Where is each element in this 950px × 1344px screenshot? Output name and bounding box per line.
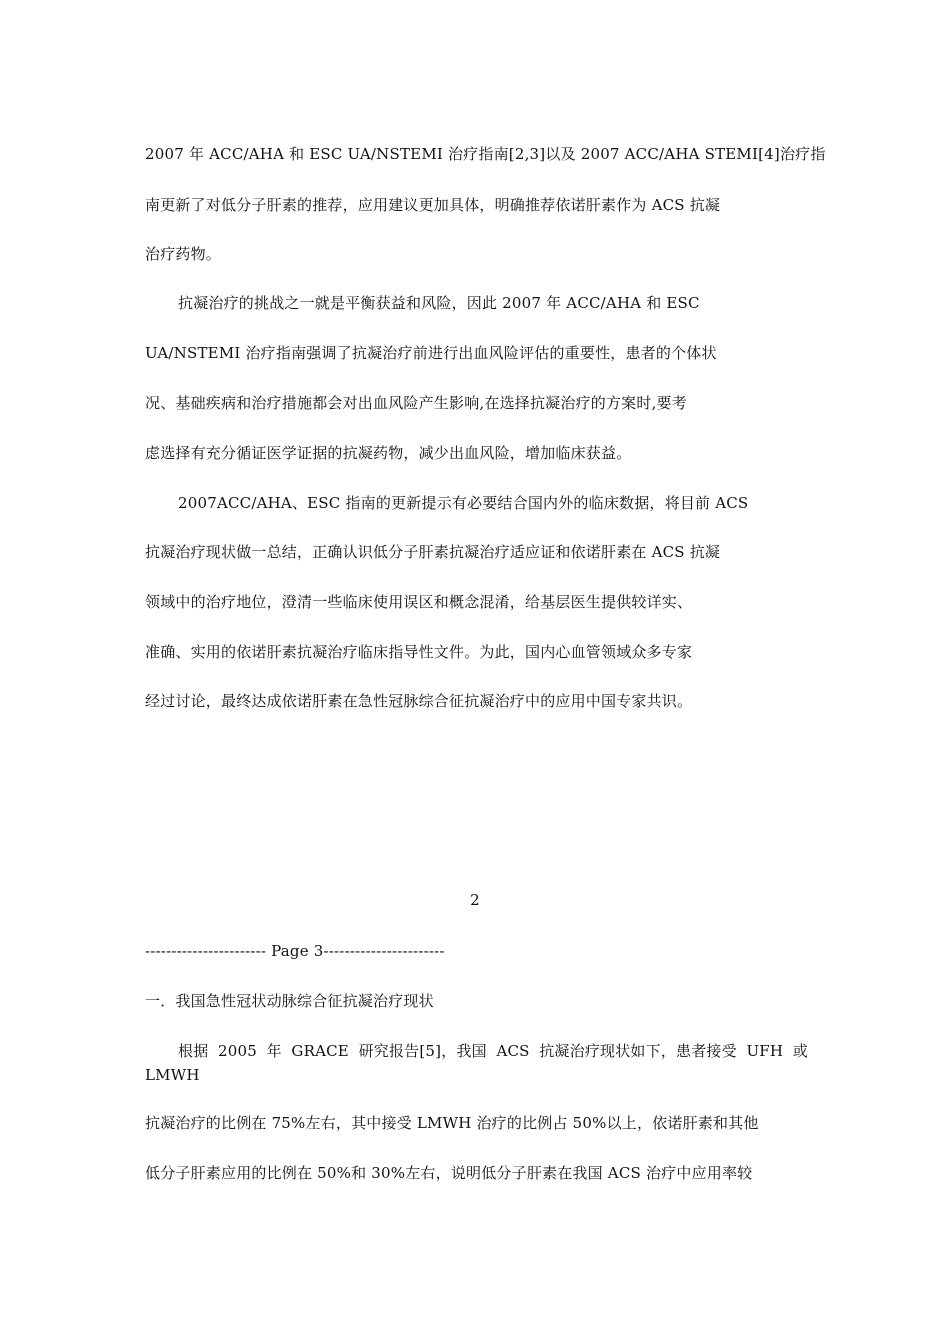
paragraph-line: 况、基础疾病和治疗措施都会对出血风险产生影响,在选择抗凝治疗的方案时,要考 xyxy=(145,394,687,412)
word: 年 xyxy=(266,1042,282,1060)
word: 或 xyxy=(792,1042,808,1060)
word: 2005 xyxy=(218,1042,257,1060)
word: GRACE xyxy=(291,1042,349,1060)
paragraph-line: 抗凝治疗的比例在 75%左右，其中接受 LMWH 治疗的比例占 50%以上，依诺肝素和其他 xyxy=(145,1114,759,1132)
paragraph-line: LMWH xyxy=(145,1066,200,1084)
word: 抗凝治疗现状如下，患者接受 xyxy=(539,1042,737,1060)
paragraph-line: 低分子肝素应用的比例在 50%和 30%左右，说明低分子肝素在我国 ACS 治疗中应用率较 xyxy=(145,1164,753,1182)
word: ACS xyxy=(496,1042,530,1060)
paragraph-line: 抗凝治疗现状做一总结，正确认识低分子肝素抗凝治疗适应证和依诺肝素在 ACS 抗凝 xyxy=(145,543,721,561)
page-number: 2 xyxy=(470,891,480,909)
paragraph-line: 虑选择有充分循证医学证据的抗凝药物，减少出血风险，增加临床获益。 xyxy=(145,444,632,462)
word: UFH xyxy=(746,1042,784,1060)
section-heading: 一．我国急性冠状动脉综合征抗凝治疗现状 xyxy=(145,992,434,1010)
paragraph-line: UA/NSTEMI 治疗指南强调了抗凝治疗前进行出血风险评估的重要性，患者的个体状 xyxy=(145,344,717,362)
paragraph-line: 南更新了对低分子肝素的推荐，应用建议更加具体，明确推荐依诺肝素作为 ACS 抗凝 xyxy=(145,196,721,214)
paragraph-line: 治疗药物。 xyxy=(145,245,222,263)
word: 根据 xyxy=(178,1042,209,1060)
paragraph-line-justified xyxy=(178,1041,808,1061)
paragraph-line: 2007ACC/AHA、ESC 指南的更新提示有必要结合国内外的临床数据，将目前 ACS xyxy=(178,494,749,512)
paragraph-line: 抗凝治疗的挑战之一就是平衡获益和风险，因此 2007 年 ACC/AHA 和 ESC xyxy=(178,294,700,312)
paragraph-line: 经过讨论，最终达成依诺肝素在急性冠脉综合征抗凝治疗中的应用中国专家共识。 xyxy=(145,692,693,710)
paragraph-line: 准确、实用的依诺肝素抗凝治疗临床指导性文件。为此，国内心血管领域众多专家 xyxy=(145,643,693,661)
word: 研究报告[5]，我国 xyxy=(358,1042,487,1060)
page-separator: ----------------------- Page 3----------------------- xyxy=(145,942,445,960)
paragraph-line: 领域中的治疗地位，澄清一些临床使用误区和概念混淆，给基层医生提供较详实、 xyxy=(145,593,693,611)
paragraph-line: 2007 年 ACC/AHA 和 ESC UA/NSTEMI 治疗指南[2,3]以及 2007 ACC/AHA STEMI[4]治疗指 xyxy=(145,145,826,163)
